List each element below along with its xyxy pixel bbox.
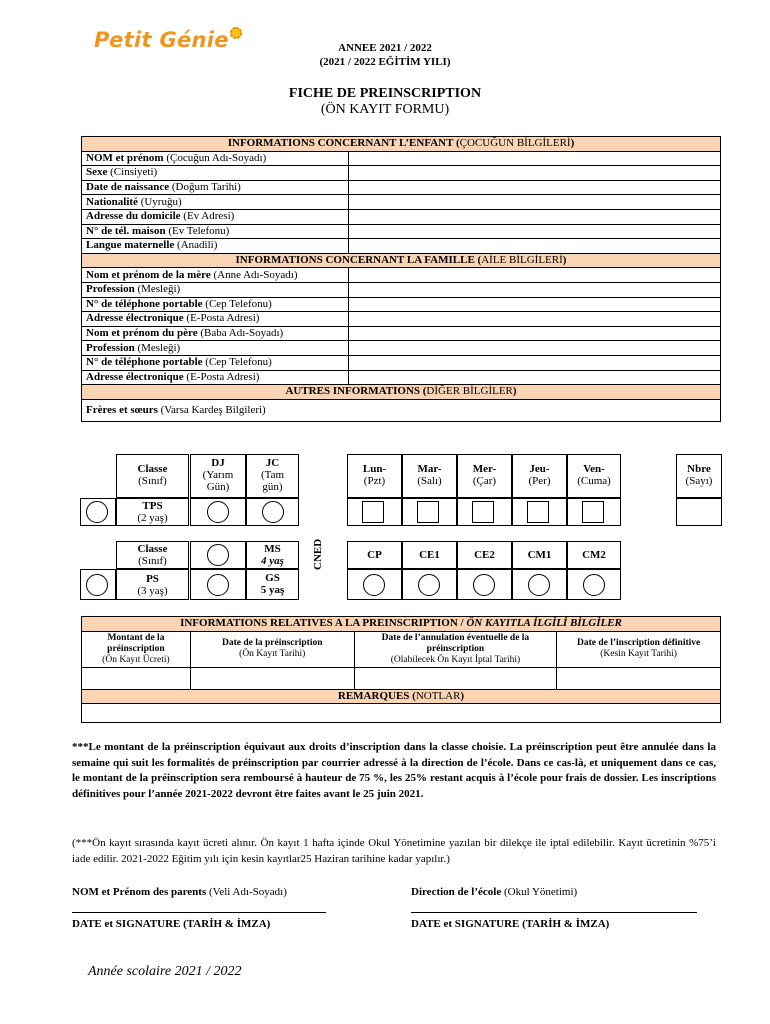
form-row	[82, 209, 721, 224]
jc-header: JC (Tam gün)	[260, 457, 285, 493]
school-year: ANNEE 2021 / 2022	[338, 42, 432, 54]
form-row	[82, 166, 721, 181]
field-label: NOM et prénom (Çocuğun Adı-Soyadı)	[82, 151, 349, 166]
form-row	[82, 341, 721, 356]
field-label: Nom et prénom du père (Baba Adı-Soyadı)	[82, 326, 349, 341]
direction-signature-line[interactable]	[411, 912, 697, 913]
field-value[interactable]	[348, 341, 720, 356]
ms-radio[interactable]	[207, 544, 229, 566]
field-value[interactable]	[348, 268, 720, 283]
nbre-header: Nbre (Sayı)	[685, 463, 713, 487]
dj-header: DJ (Yarım Gün)	[202, 457, 234, 493]
day-checkbox[interactable]	[472, 501, 494, 523]
field-value[interactable]	[348, 151, 720, 166]
school-year-tr: (2021 / 2022 EĞİTİM YILI)	[319, 56, 451, 68]
field-label: Adresse du domicile (Ev Adresi)	[82, 209, 349, 224]
remarques-field[interactable]	[82, 704, 721, 723]
level-radio[interactable]	[473, 574, 495, 596]
form-row	[82, 224, 721, 239]
day-label: Mar- (Salı)	[417, 463, 442, 487]
day-checkbox[interactable]	[527, 501, 549, 523]
form-row	[82, 180, 721, 195]
section-famille: INFORMATIONS CONCERNANT LA FAMILLE (AİLE BİLGİLERİ)	[82, 253, 721, 268]
field-value[interactable]	[348, 180, 720, 195]
parents-signature-line[interactable]	[72, 912, 326, 913]
field-label: Sexe (Cinsiyeti)	[82, 166, 349, 181]
flower-icon	[230, 27, 242, 39]
level-radio[interactable]	[583, 574, 605, 596]
nbre-field[interactable]	[676, 498, 722, 526]
form-row	[82, 268, 721, 283]
field-value[interactable]	[348, 326, 720, 341]
preinscription-col-header: Date de l’annulation éventuelle de la préinscription (Olabilecek Ön Kayıt İptal Tarihi)	[354, 631, 557, 667]
level-radio[interactable]	[418, 574, 440, 596]
field-value[interactable]	[348, 282, 720, 297]
day-checkbox[interactable]	[582, 501, 604, 523]
field-label: N° de tél. maison (Ev Telefonu)	[82, 224, 349, 239]
note-fr: ***Le montant de la préinscription équivaut aux droits d’inscription dans la classe choisie. La préinscription peut être annulée dans la semaine qui suit les formalités de préinscription par courrier adressé à la direction de l’école. Dans ce cas-là, et uniquement dans ce cas, le montant de la préinscription sera remboursé à hauteur de 75 %, les 25% restant acquis à l’école pour frais de dossier. Les inscriptions définitives pour l’année 2021-2022 devront être faites avant le 25 juin 2021.	[72, 741, 716, 800]
page-title: FICHE DE PREINSCRIPTION	[288, 86, 482, 101]
montant-field[interactable]	[82, 667, 191, 689]
date-definitive-field[interactable]	[557, 667, 721, 689]
level-label: CE2	[474, 549, 495, 561]
section-remarques: REMARQUES (NOTLAR)	[82, 689, 721, 704]
field-label: N° de téléphone portable (Cep Telefonu)	[82, 297, 349, 312]
field-value[interactable]	[348, 166, 720, 181]
cned-label: CNED	[312, 538, 324, 570]
level-radio[interactable]	[528, 574, 550, 596]
field-label: Adresse électronique (E-Posta Adresi)	[82, 370, 349, 385]
level-label: CE1	[419, 549, 440, 561]
school-logo: Petit Génie	[94, 28, 242, 52]
field-value[interactable]	[348, 195, 720, 210]
page-subtitle: (ÖN KAYIT FORMU)	[320, 102, 450, 117]
field-label: Profession (Mesleği)	[82, 341, 349, 356]
info-table	[81, 136, 721, 422]
parents-date-signature: DATE et SIGNATURE (TARİH & İMZA)	[72, 918, 271, 930]
field-label: Date de naissance (Doğum Tarihi)	[82, 180, 349, 195]
tps-radio[interactable]	[86, 501, 108, 523]
day-label: Ven- (Cuma)	[577, 463, 611, 487]
field-label: Adresse électronique (E-Posta Adresi)	[82, 312, 349, 327]
form-row	[82, 312, 721, 327]
field-value[interactable]	[348, 297, 720, 312]
preinscription-col-header: Date de l’inscription définitive (Kesin Kayıt Tarihi)	[557, 631, 721, 667]
siblings-field[interactable]: Frères et sœurs (Varsa Kardeş Bilgileri)	[82, 399, 721, 421]
section-enfant: INFORMATIONS CONCERNANT L’ENFANT (ÇOCUĞUN BİLGİLERİ)	[82, 137, 721, 152]
day-checkbox[interactable]	[417, 501, 439, 523]
direction-label: Direction de l’école (Okul Yönetimi)	[411, 886, 578, 898]
field-value[interactable]	[348, 224, 720, 239]
note-tr: (***Ön kayıt sırasında kayıt ücreti alınır. Ön kayıt 1 hafta içinde Okul Yönetimine yazılan bir dilekçe ile iptal edilebilir. Kayıt ücretinin %75’i iade edilir. 2021-2022 Eğitim yılı için kesin kayıtlar25 Haziran tarihine kadar yapılır.)	[72, 837, 716, 865]
section-preinscription: INFORMATIONS RELATIVES A LA PREINSCRIPTION / ÖN KAYITLA İLGİLİ BİLGİLER	[82, 617, 721, 632]
field-value[interactable]	[348, 239, 720, 254]
day-label: Mer- (Çar)	[472, 463, 497, 487]
gs-radio[interactable]	[207, 574, 229, 596]
form-row	[82, 195, 721, 210]
level-radio[interactable]	[363, 574, 385, 596]
preinscription-col-header: Date de la préinscription (Ön Kayıt Tarihi)	[190, 631, 354, 667]
form-row	[82, 282, 721, 297]
level-label: CM2	[582, 549, 606, 561]
section-autres: AUTRES INFORMATIONS (DİĞER BİLGİLER)	[82, 385, 721, 400]
form-row	[82, 326, 721, 341]
date-annulation-field[interactable]	[354, 667, 557, 689]
form-row	[82, 151, 721, 166]
form-row	[82, 297, 721, 312]
field-value[interactable]	[348, 312, 720, 327]
day-label: Lun- (Pzt)	[362, 463, 387, 487]
parents-label: NOM et Prénom des parents (Veli Adı-Soyadı)	[72, 886, 287, 898]
level-label: CM1	[527, 549, 552, 561]
field-value[interactable]	[348, 209, 720, 224]
day-label: Jeu- (Per)	[528, 463, 551, 487]
preinscription-col-header: Montant de la préinscription (Ön Kayıt Ücreti)	[82, 631, 191, 667]
day-checkbox[interactable]	[362, 501, 384, 523]
date-preinscription-field[interactable]	[190, 667, 354, 689]
field-label: Langue maternelle (Anadili)	[82, 239, 349, 254]
footer-school-year: Année scolaire 2021 / 2022	[88, 964, 242, 979]
form-row	[82, 355, 721, 370]
field-value[interactable]	[348, 370, 720, 385]
preinscription-table	[81, 616, 721, 723]
jc-tps-radio[interactable]	[262, 501, 284, 523]
dj-tps-radio[interactable]	[207, 501, 229, 523]
field-label: Nom et prénom de la mère (Anne Adı-Soyadı)	[82, 268, 349, 283]
field-label: Nationalité (Uyruğu)	[82, 195, 349, 210]
field-label: N° de téléphone portable (Cep Telefonu)	[82, 355, 349, 370]
form-row	[82, 370, 721, 385]
field-label: Profession (Mesleği)	[82, 282, 349, 297]
direction-date-signature: DATE et SIGNATURE (TARİH & İMZA)	[411, 918, 610, 930]
ps-radio[interactable]	[86, 574, 108, 596]
form-row	[82, 239, 721, 254]
field-value[interactable]	[348, 355, 720, 370]
level-label: CP	[367, 549, 382, 561]
